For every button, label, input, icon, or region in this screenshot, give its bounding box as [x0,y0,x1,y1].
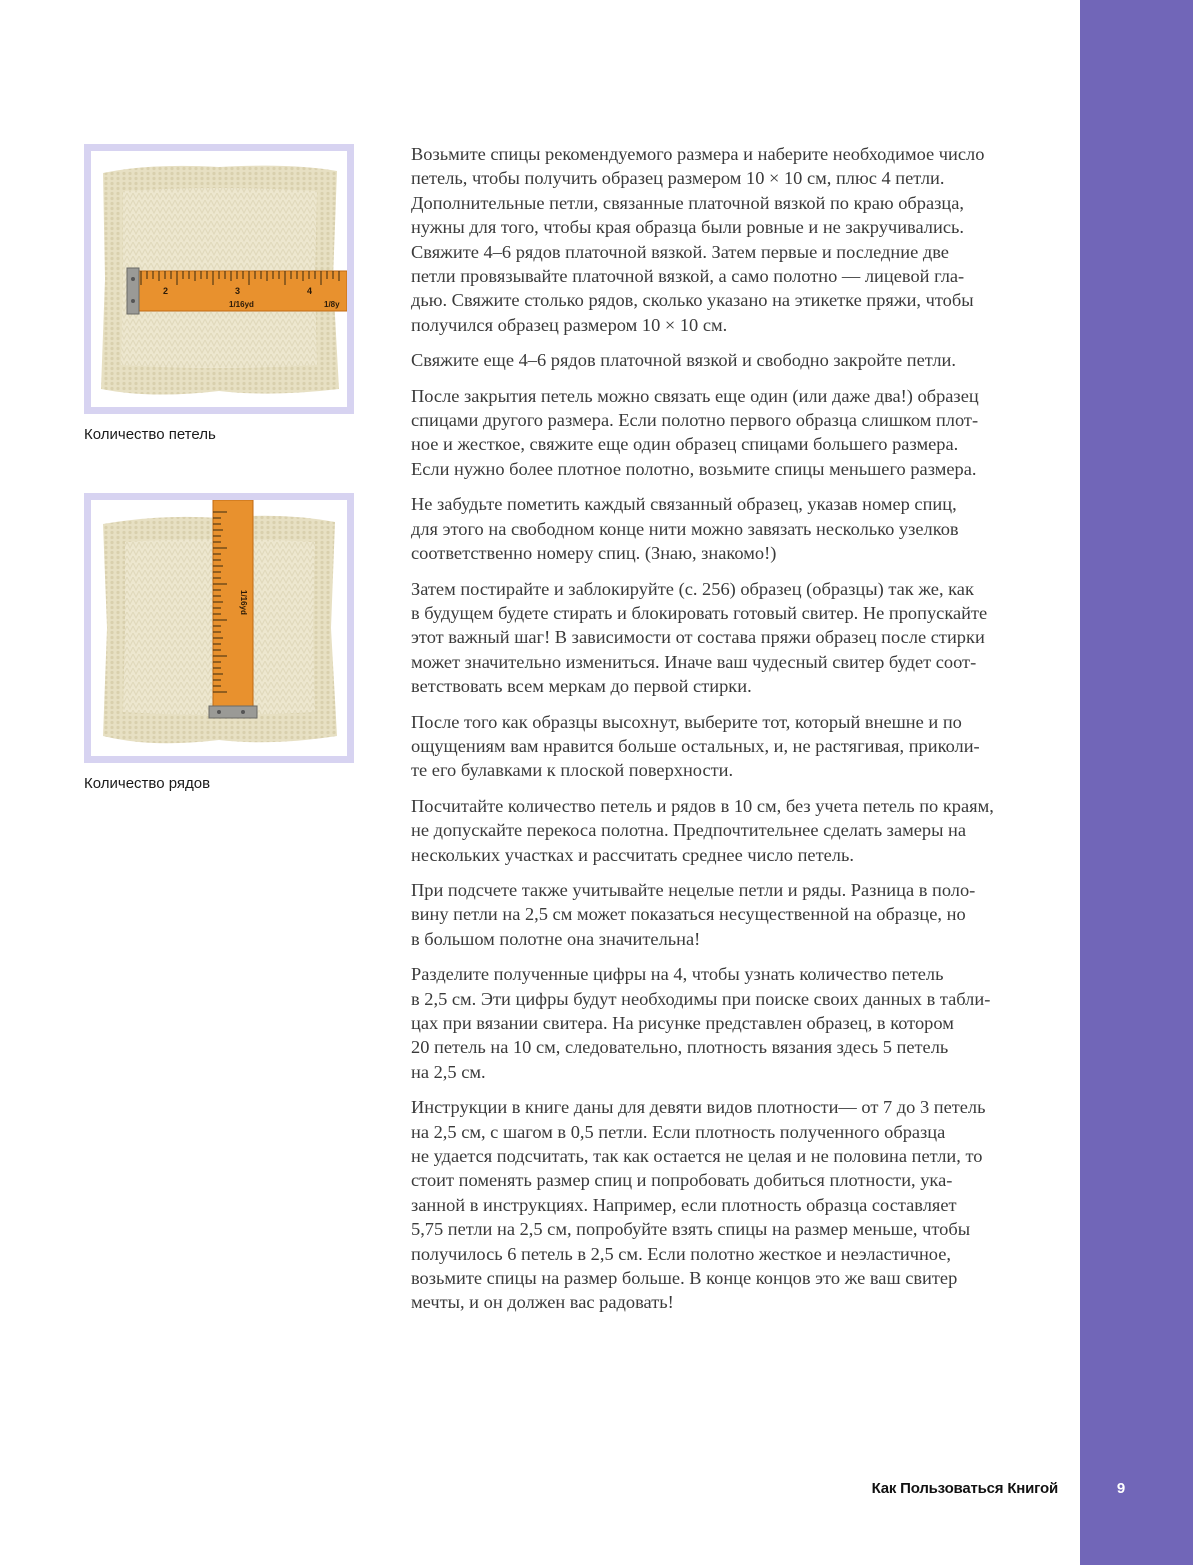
paragraph [411,348,1061,372]
paragraph-line: петель, чтобы получить образец размером 10 × 10 см, плюс 4 петли. [411,168,945,189]
paragraph-line: Затем постирайте и заблокируйте (с. 256) образец (образцы) так же, как [411,578,974,599]
swatch-photo-frame [84,144,354,414]
paragraph-line: соответственно номеру спиц. (Знаю, знакомо!) [411,543,777,564]
swatch-rows-image [91,500,347,756]
paragraph-line: Разделите полученные цифры на 4, чтобы узнать количество петель [411,964,944,985]
paragraph-line: те его булавками к плоской поверхности. [411,760,734,781]
paragraph-line: 20 петель на 10 см, следовательно, плотность вязания здесь 5 петель [411,1037,949,1058]
paragraph [411,384,1061,482]
tape-mark-2: 2 [163,286,169,296]
paragraph-line: нужны для того, чтобы края образца были ровные и не закручивались. [411,217,964,238]
tape-label: 1/16yd [229,300,254,309]
paragraph [411,710,1061,783]
paragraph-line: 5,75 петли на 2,5 см, попробуйте взять спицы на размер меньше, чтобы [411,1219,971,1240]
paragraph-line: После того как образцы высохнут, выберите тот, который внешне и по [411,711,962,732]
paragraph-line: ощущениям вам нравится больше остальных, и, не растягивая, приколи- [411,735,980,756]
figure-caption-rows: Количество рядов [84,775,211,792]
main-text-column [411,142,1061,1326]
paragraph-line: ветствовать всем меркам до первой стирки. [411,676,752,697]
tape-mark-3: 3 [235,286,241,296]
paragraph-line: занной в инструкциях. Например, если плотность образца составляет [411,1194,957,1215]
paragraph-line: может значительно измениться. Иначе ваш чудесный свитер будет соот- [411,651,977,672]
paragraph-line: Посчитайте количество петель и рядов в 10 см, без учета петель по краям, [411,795,994,816]
tape-label-end: 1/8y [324,300,340,309]
paragraph-line: не удается подсчитать, так как остается не целая и не половина петли, то [411,1146,983,1167]
horizontal-tape-measure-icon [127,268,347,314]
paragraph-line: нескольких участках и рассчитать среднее число петель. [411,844,854,865]
paragraph-line: При подсчете также учитывайте нецелые петли и ряды. Разница в поло- [411,879,976,900]
paragraph-line: мечты, и он должен вас радовать! [411,1292,674,1313]
vertical-tape-measure-icon [209,500,257,718]
paragraph-line: Возьмите спицы рекомендуемого размера и наберите необходимое число [411,144,985,164]
paragraph-line: Дополнительные петли, связанные платочной вязкой по краю образца, [411,192,964,213]
figure-stitch-count [84,144,354,443]
paragraph-line: на 2,5 см. [411,1061,486,1082]
paragraph [411,962,1061,1084]
paragraph-line: После закрытия петель можно связать еще один (или даже два!) образец [411,385,979,406]
paragraph [411,1095,1061,1315]
swatch-photo-frame [84,493,354,763]
figure-caption-stitches: Количество петель [84,426,216,443]
paragraph-line: вину петли на 2,5 см может показаться несущественной на образце, но [411,904,966,925]
paragraph-line: спицами другого размера. Если полотно первого образца слишком плот- [411,410,979,431]
paragraph-line: для этого на свободном конце нити можно завязать несколько узелков [411,518,959,539]
paragraph-line: петли провязывайте платочной вязкой, а само полотно — лицевой гла- [411,266,965,287]
paragraph [411,878,1061,951]
paragraph [411,492,1061,565]
page-number: 9 [1116,1480,1126,1497]
tape-mark-4: 4 [307,286,313,296]
paragraph [411,794,1061,867]
paragraph-line: в большом полотне она значительна! [411,928,701,949]
paragraph-line: не допускайте перекоса полотна. Предпочтительнее сделать замеры на [411,820,967,841]
figure-row-count [84,493,354,792]
paragraph-line: возьмите спицы на размер больше. В конце концов это же ваш свитер [411,1268,958,1289]
paragraph-line: в 2,5 см. Эти цифры будут необходимы при поиске своих данных в табли- [411,988,991,1009]
paragraph-line: дью. Свяжите столько рядов, сколько указано на этикетке пряжи, чтобы [411,290,974,311]
paragraph-line: стоит поменять размер спиц и попробовать добиться плотности, ука- [411,1170,953,1191]
side-tab-band [1080,0,1193,1565]
running-title: Как Пользоваться Книгой [871,1480,1058,1497]
paragraph-line: цах при вязании свитера. На рисунке представлен образец, в котором [411,1013,954,1033]
paragraph-line: Не забудьте пометить каждый связанный образец, указав номер спиц, [411,494,957,515]
paragraph [411,577,1061,699]
tape-label: 1/16yd [239,590,248,615]
paragraph-line: в будущем будете стирать и блокировать готовый свитер. Не пропускайте [411,602,988,623]
swatch-stitches-image [91,151,347,407]
paragraph-line: этот важный шаг! В зависимости от состава пряжи образец после стирки [411,627,985,648]
paragraph-line: на 2,5 см, с шагом в 0,5 петли. Если плотность полученного образца [411,1121,946,1142]
paragraph-line: Инструкции в книге даны для девяти видов плотности— от 7 до 3 петель [411,1097,986,1118]
paragraph-line: получилось 6 петель в 2,5 см. Если полотно жесткое и неэластичное, [411,1243,951,1264]
paragraph-line: Свяжите 4–6 рядов платочной вязкой. Затем первые и последние две [411,241,949,262]
paragraph-line: Свяжите еще 4–6 рядов платочной вязкой и свободно закройте петли. [411,350,956,371]
paragraph-line: получился образец размером 10 × 10 см. [411,314,728,335]
paragraph-line: ное и жесткое, свяжите еще один образец спицами большего размера. [411,434,959,455]
paragraph-line: Если нужно более плотное полотно, возьмите спицы меньшего размера. [411,458,977,479]
paragraph [411,142,1061,337]
